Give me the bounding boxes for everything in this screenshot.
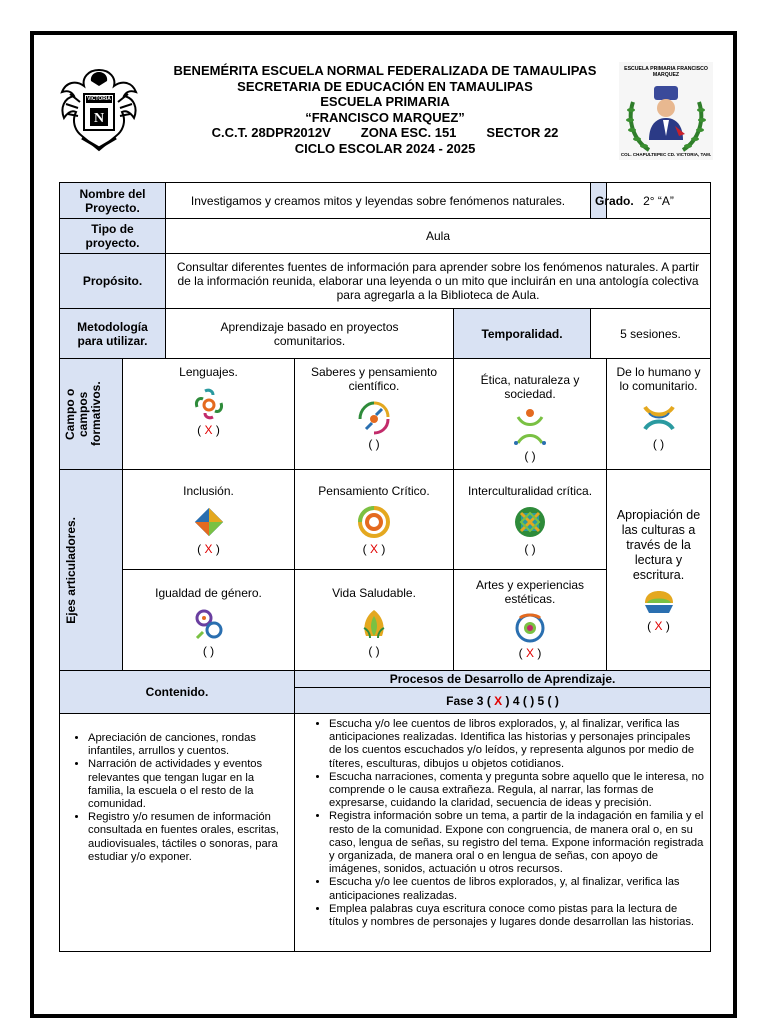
campo-mark: ( X ) <box>197 423 220 437</box>
logo-right-ring-text: COL. CHAPULTEPEC CD. VICTORIA, TAM. <box>620 152 712 157</box>
campo-etica <box>454 359 607 470</box>
eje-mark: ( ) <box>524 542 536 556</box>
list-item: • Escucha y/o lee cuentos de libros explorados, y, al finalizar, verifica las anticipaciones realizadas. <box>329 876 704 902</box>
pda-cell <box>295 714 711 952</box>
campo-mark: ( ) <box>368 437 380 451</box>
time-value: 5 sesiones. <box>591 309 711 359</box>
eje-mark: ( X ) <box>518 646 542 660</box>
campo-humano <box>607 359 711 470</box>
list-item: • Narración de actividades y eventos relevantes que tengan lugar en la familia, la escuela o el resto de la comunidad. <box>88 758 290 811</box>
header-cct-row <box>120 125 650 141</box>
time-label: Temporalidad. <box>454 309 591 359</box>
pda-label: Procesos de Desarrollo de Aprendizaje. <box>295 671 711 688</box>
contenido-cell <box>60 714 295 952</box>
campo-saberes <box>295 359 454 470</box>
pda-list <box>299 718 704 929</box>
list-item: • Emplea palabras cuya escritura conoce como pistas para la lectura de títulos y nombres de personajes y lugares donde desarrollan las historias. <box>329 903 704 929</box>
header-cct: C.C.T. 28DPR2012V <box>211 125 331 140</box>
pensamiento-critico-icon <box>356 504 392 540</box>
logo-left-text: VICTORIA <box>87 96 111 102</box>
method-label: Metodología para utilizar. <box>60 309 166 359</box>
header-line3: ESCUELA PRIMARIA <box>320 94 450 109</box>
etica-icon <box>510 407 550 447</box>
vida-saludable-icon <box>356 606 392 642</box>
logo-right-text: ESCUELA PRIMARIA FRANCISCO MARQUEZ <box>624 66 708 78</box>
bottom-rule <box>36 1016 734 1018</box>
campo-title: Lenguajes. <box>179 365 238 379</box>
header-zona: ZONA ESC. 151 <box>360 125 457 140</box>
list-item: • Escucha y/o lee cuentos de libros explorados, y, al finalizar, verifica las anticipaciones realizadas. Identifica las historias y personajes principales de los cuentos escuchados y/o leídos, y representa algunos por medio de títeres, esculturas, dibujos u objetos cotidianos. <box>329 718 704 771</box>
svg-text:N: N <box>93 111 105 126</box>
eje-apropiacion <box>607 470 711 671</box>
artes-icon <box>512 612 548 644</box>
campos-label: Campo o campos formativos. <box>60 359 123 470</box>
eje-artes <box>454 570 607 671</box>
eje-inclusion <box>123 470 295 570</box>
eje-mark: ( ) <box>368 644 380 658</box>
eje-title: Apropiación de las culturas a través de la lectura y escritura. <box>616 507 701 582</box>
list-item: • Apreciación de canciones, rondas infantiles, arrullos y cuentos. <box>88 732 290 758</box>
contenido-list <box>64 732 290 864</box>
grade-value: 2° “A” <box>607 183 711 219</box>
campo-mark: ( ) <box>652 437 665 451</box>
eje-mark: ( X ) <box>647 618 670 633</box>
project-type-value: Aula <box>166 219 711 254</box>
project-type-label: Tipo de proyecto. <box>60 219 166 254</box>
inclusion-icon <box>191 504 227 540</box>
campo-title: Saberes y pensamiento científico. <box>310 365 438 393</box>
eje-title: Pensamiento Crítico. <box>318 484 430 498</box>
apropiacion-icon <box>641 589 677 617</box>
purpose-value: Consultar diferentes fuentes de información para aprender sobre los fenómenos naturales. A partir de la información reunida, elaborar una leyenda o un mito que incluirán en una antología colectiva para agregarla a la Biblioteca de Aula. <box>166 254 711 309</box>
list-item: • Registra información sobre un tema, a partir de la indagación en familia y el resto de la comunidad. Expone con congruencia, de manera oral o, en su caso, lengua de señas, su registro del tema. Expone información registrada y organizada, de manera oral o en lengua de señas, con apoyo de imágenes, sonidos, actuación u otros recursos. <box>329 810 704 876</box>
grade-label: Grado. <box>591 183 607 219</box>
campo-title: Ética, naturaleza y sociedad. <box>480 373 580 401</box>
campo-title: De lo humano y lo comunitario. <box>616 365 701 393</box>
planning-table <box>59 182 711 952</box>
campo-lenguajes <box>123 359 295 470</box>
eje-title: Inclusión. <box>183 484 234 498</box>
document-header <box>120 63 650 156</box>
campo-mark: ( ) <box>524 449 536 463</box>
project-name-value: Investigamos y creamos mitos y leyendas sobre fenómenos naturales. <box>166 183 591 219</box>
header-sector: SECTOR 22 <box>486 125 559 140</box>
eje-title: Igualdad de género. <box>155 586 262 600</box>
eje-mark: ( X ) <box>362 542 386 556</box>
humano-icon <box>639 399 679 435</box>
eje-interculturalidad <box>454 470 607 570</box>
igualdad-icon <box>191 606 227 642</box>
header-line2: SECRETARIA DE EDUCACIÓN EN TAMAULIPAS <box>237 78 533 94</box>
ejes-label: Ejes articuladores. <box>60 470 123 671</box>
contenido-label: Contenido. <box>60 671 295 714</box>
eje-vida-saludable <box>295 570 454 671</box>
header-ciclo: CICLO ESCOLAR 2024 - 2025 <box>294 140 476 156</box>
eje-title: Vida Saludable. <box>332 586 416 600</box>
eje-mark: ( ) <box>202 644 215 658</box>
saberes-icon <box>354 399 394 435</box>
eje-mark: ( X ) <box>197 542 220 556</box>
list-item: • Escucha narraciones, comenta y pregunta sobre aquello que le interesa, no comprende o le causa extrañeza. Regula, al narrar, las formas de expresarse, cuidando la claridad, secuencia de ideas y precisión. <box>329 771 704 811</box>
method-value: Aprendizaje basado en proyectos comunitarios. <box>166 309 454 359</box>
project-name-label: Nombre del Proyecto. <box>60 183 166 219</box>
list-item: • Registro y/o resumen de información consultada en fuentes orales, escritas, audiovisuales, táctiles o sonoras, para estudiar y/o exponer. <box>88 811 290 864</box>
header-line1: BENEMÉRITA ESCUELA NORMAL FEDERALIZADA DE TAMAULIPAS <box>173 63 597 78</box>
lenguajes-icon <box>189 385 229 421</box>
eje-title: Artes y experiencias estéticas. <box>475 578 585 606</box>
eje-igualdad <box>123 570 295 671</box>
fase-selector: Fase 3 ( X ) 4 ( ) 5 ( ) <box>295 688 711 714</box>
eje-pensamiento-critico <box>295 470 454 570</box>
purpose-label: Propósito. <box>60 254 166 309</box>
eje-title: Interculturalidad crítica. <box>467 484 593 498</box>
interculturalidad-icon <box>512 504 548 540</box>
header-line4: “FRANCISCO MARQUEZ” <box>305 109 465 125</box>
